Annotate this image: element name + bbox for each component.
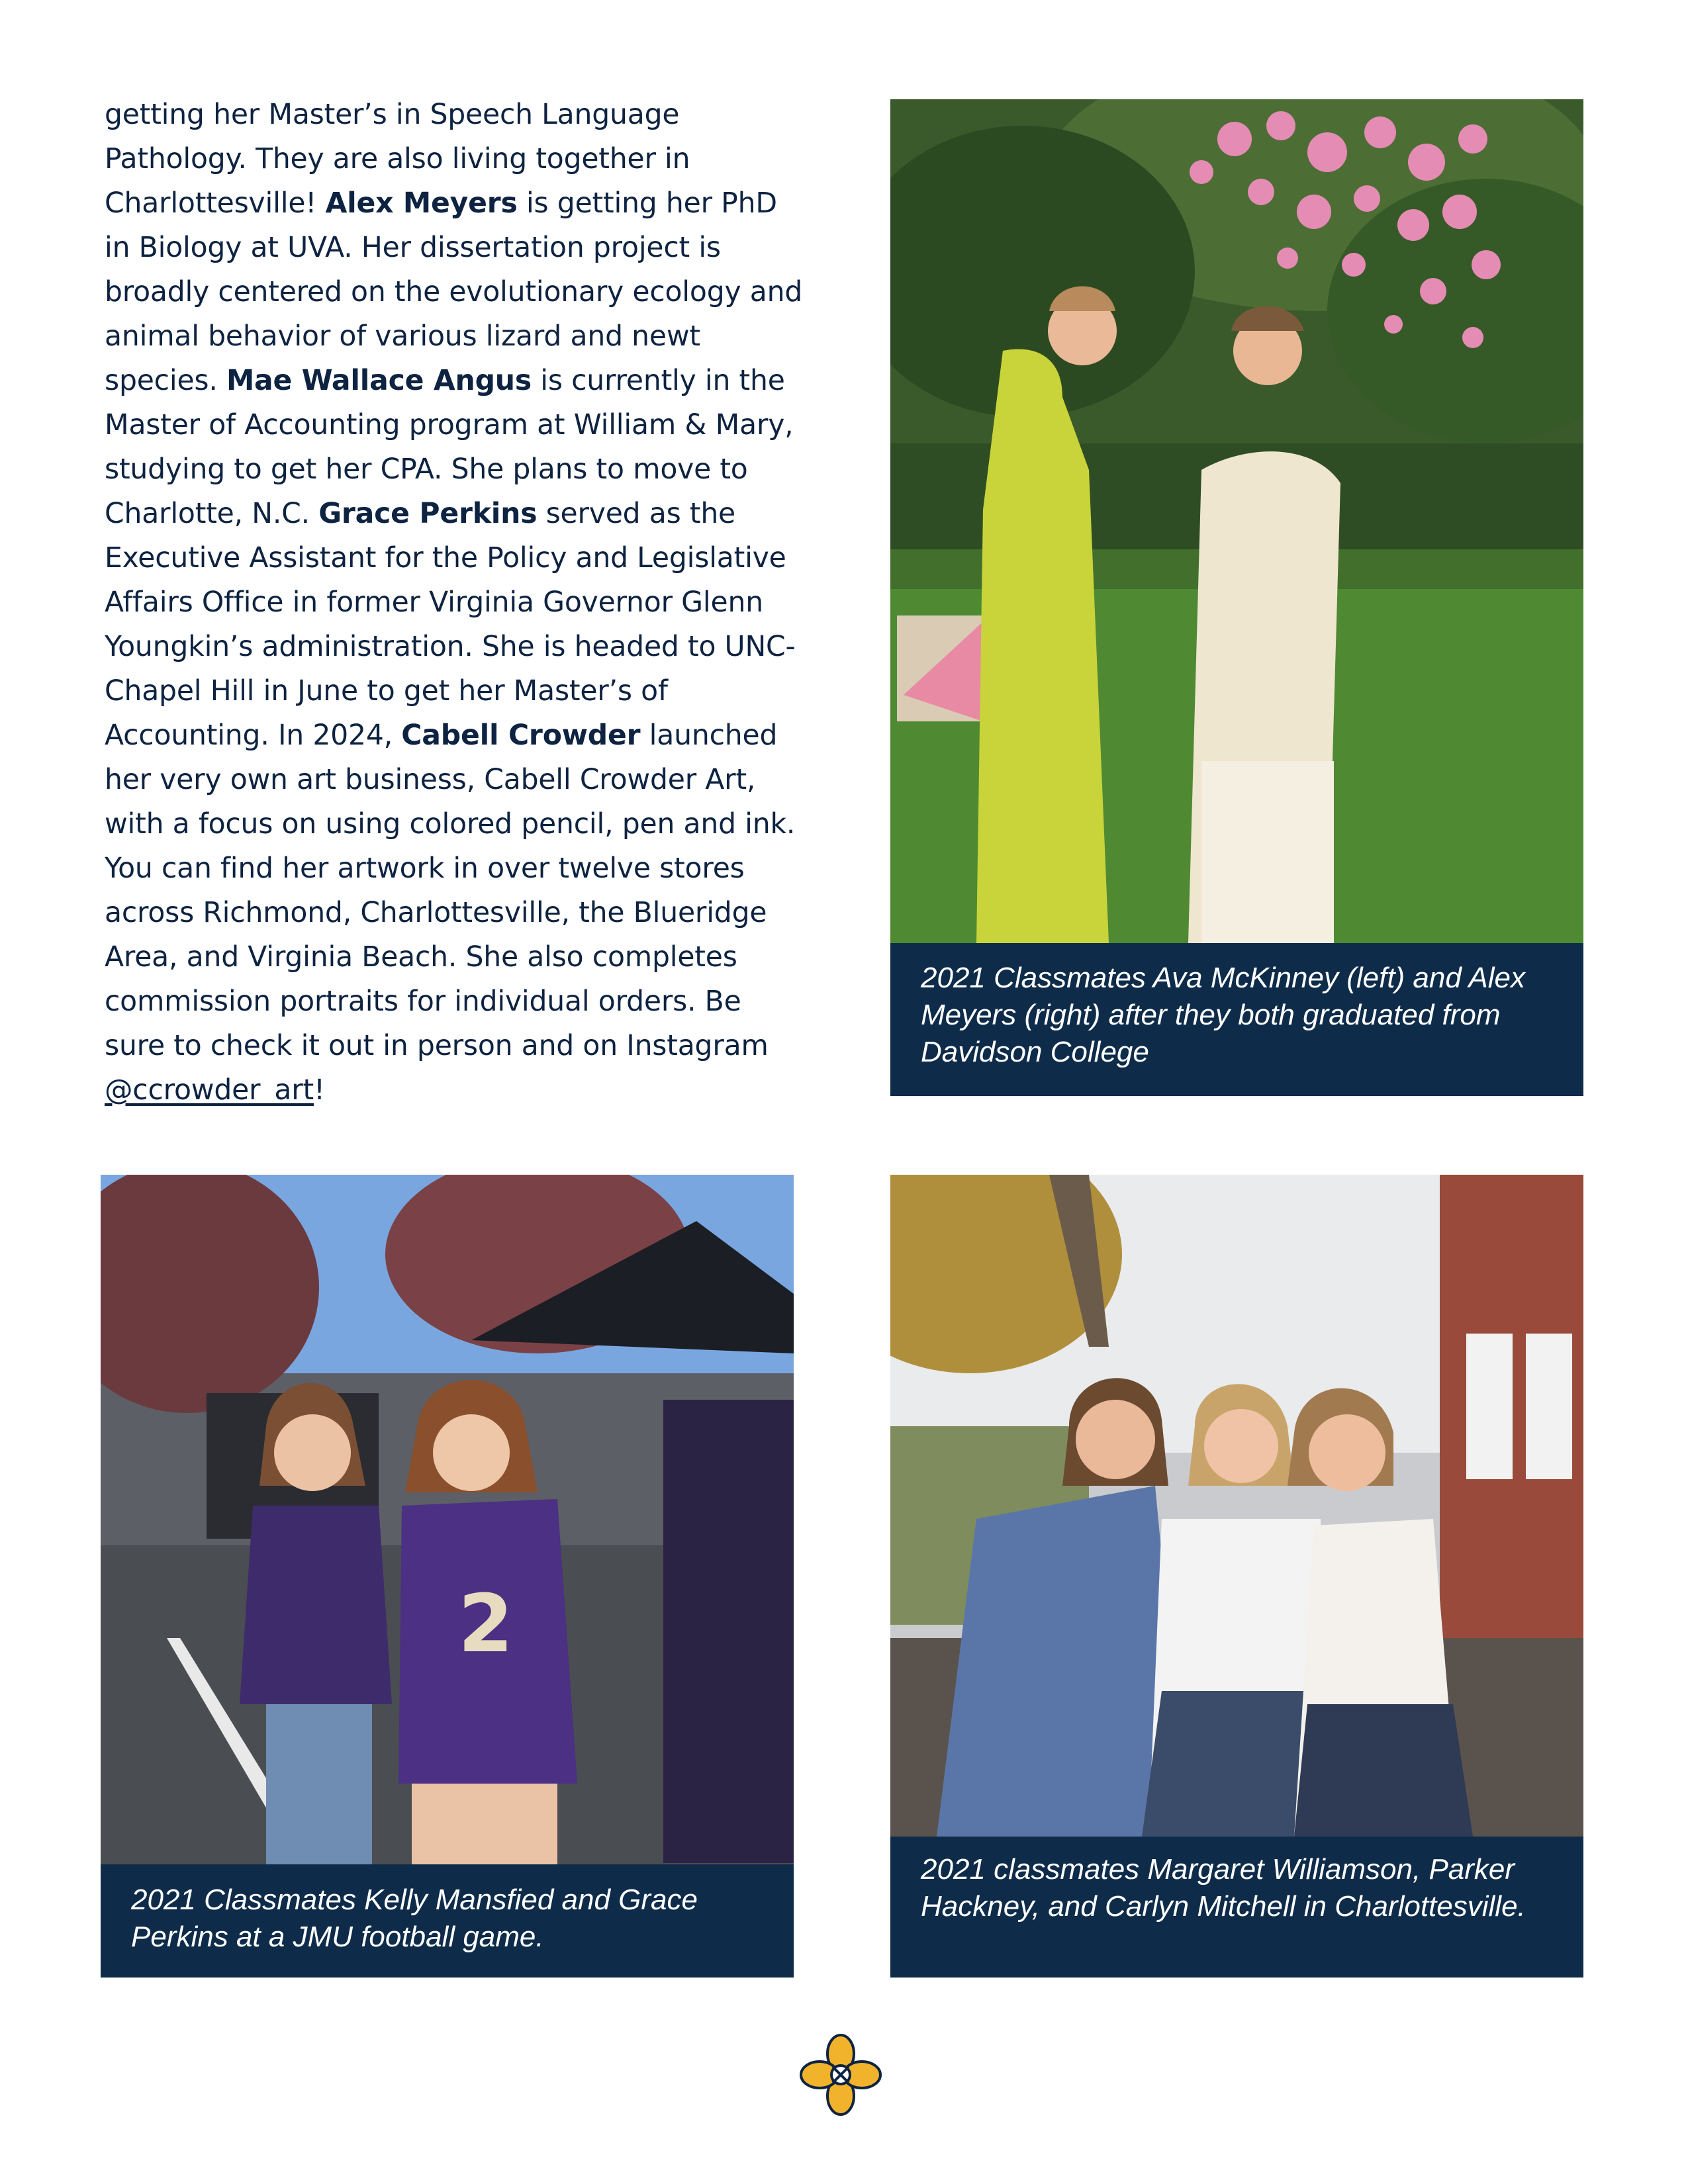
article-text: is getting her PhD in Biology at UVA. Her dissertation project is broadly centered on the evolutionary ecology and animal behavior of various lizard and newt species. [105, 187, 803, 397]
photo-caption: 2021 Classmates Kelly Mansfied and Grace Perkins at a JMU football game. [131, 1884, 698, 1953]
alumna-name: Cabell Crowder [401, 719, 641, 752]
article-text: getting her Master’s in Speech Language Pathology. They are also living together in Charlottesville! [105, 99, 690, 220]
photo-garden [890, 99, 1583, 943]
photo-balcony-image [890, 1175, 1583, 1837]
photo-caption: 2021 Classmates Ava McKinney (left) and Alex Meyers (right) after they both graduated from Davidson College [921, 962, 1526, 1068]
photo-card-davidson [890, 99, 1583, 1096]
alumna-name: Grace Perkins [318, 498, 538, 530]
article-text: is currently in the Master of Accounting program at William & Mary, studying to get her CPA. She plans to move to Charlotte, N.C. [105, 365, 794, 530]
photo-caption: 2021 classmates Margaret Williamson, Parker Hackney, and Carlyn Mitchell in Charlottesville. [921, 1853, 1526, 1923]
alumna-name: Mae Wallace Angus [226, 365, 532, 397]
alumna-name: Alex Meyers [325, 187, 518, 220]
photo-card-jmu [101, 1175, 794, 1978]
article-text: served as the Executive Assistant for the Policy and Legislative Affairs Office in former Virginia Governor Glenn Youngkin’s administration. She is headed to UNC-Chapel Hill in June to get her Master’s of Accounting. In 2024, [105, 498, 796, 752]
article-body [105, 93, 806, 1113]
article-text: ! [313, 1074, 325, 1107]
quatrefoil-logo-icon [800, 2034, 882, 2116]
photo-card-charlottesville [890, 1175, 1583, 1978]
svg-text:2: 2 [458, 1578, 514, 1670]
article-text: launched her very own art business, Cabell Crowder Art, with a focus on using colored pencil, pen and ink. You can find her artwork in over twelve stores across Richmond, Charlottesville, the Blueridge Area, and Virginia Beach. She also completes commission portraits for individual orders. Be sure to check it out in person and on Instagram [105, 719, 796, 1062]
photo-tailgate [101, 1175, 794, 1864]
photo-garden-image [890, 99, 1583, 943]
photo-balcony [890, 1175, 1583, 1837]
photo-tailgate-image [101, 1175, 794, 1864]
instagram-link[interactable]: @ccrowder_art [105, 1074, 314, 1107]
